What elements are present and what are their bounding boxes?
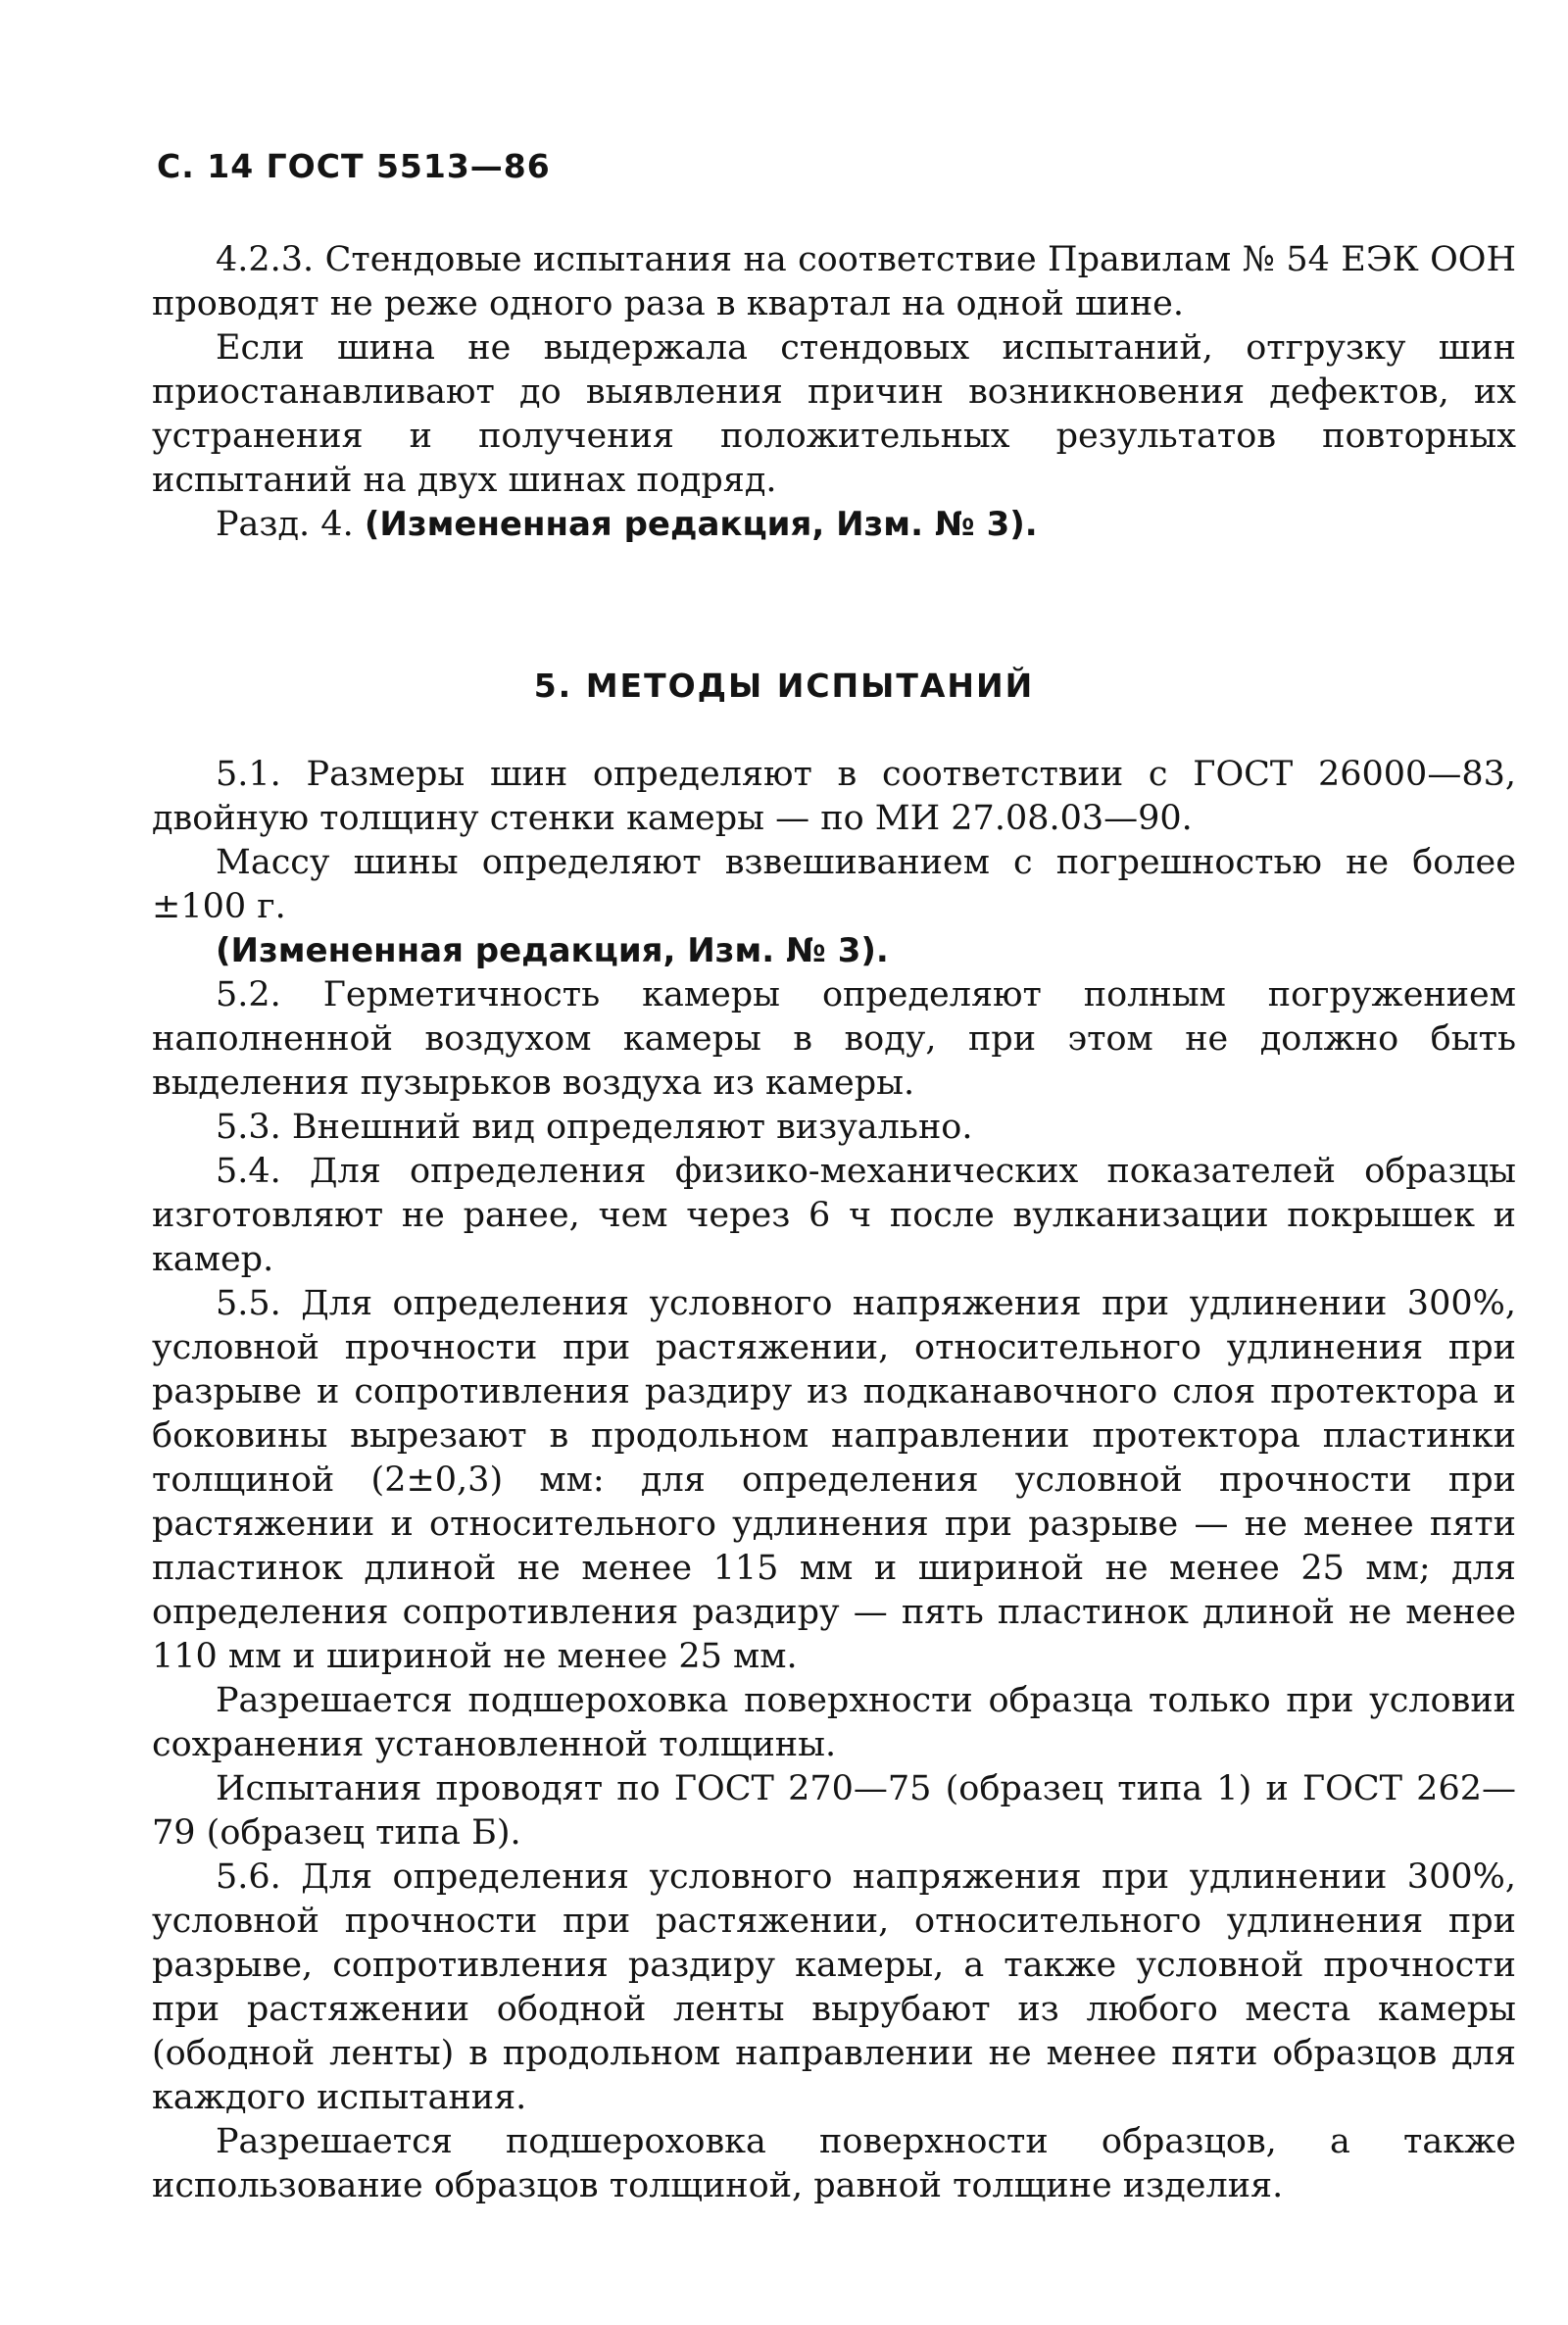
razd-4-note — [152, 503, 1516, 547]
page-header: С. 14 ГОСТ 5513—86 — [157, 147, 551, 185]
revision-note-5-1: (Измененная редакция, Изм. № 3). — [216, 931, 889, 970]
section-5-title: 5. МЕТОДЫ ИСПЫТАНИЙ — [533, 667, 1035, 705]
paragraph-5-6-allow: Разрешается подшероховка поверхности образцов, а также использование образцов толщиной, равной толщине изделия. — [152, 2122, 1516, 2205]
revision-note: (Измененная редакция, Изм. № 3). — [364, 505, 1038, 544]
paragraph-5-4: 5.4. Для определения физико-механических показателей образцы изготовляют не ранее, чем через 6 ч после вулканизации покрышек и камер. — [152, 1152, 1516, 1279]
paragraph-5-3: 5.3. Внешний вид определяют визуально. — [216, 1108, 973, 1147]
paragraph-5-1-mass: Массу шины определяют взвешиванием с погрешностью не более ±100 г. — [152, 843, 1516, 926]
paragraph-4-2-3-failure: Если шина не выдержала стендовых испытаний, отгрузку шин приостанавливают до выявления причин возникновения дефектов, их устранения и получения положительных результатов повторных испытаний на двух шинах подряд. — [152, 328, 1516, 500]
paragraph-5-6: 5.6. Для определения условного напряжения при удлинении 300%, условной прочности при растяжении, относительного удлинения при разрыве, сопротивления раздиру камеры, а также условной прочности при растяжении ободной ленты вырубают из любого места камеры (ободной ленты) в продольном направлении не менее пяти образцов для каждого испытания. — [152, 1857, 1516, 2117]
section-5-text — [152, 753, 1516, 2208]
section-4-text — [152, 238, 1516, 547]
paragraph-5-5-tests: Испытания проводят по ГОСТ 270—75 (образец типа 1) и ГОСТ 262—79 (образец типа Б). — [152, 1769, 1516, 1853]
paragraph-5-5: 5.5. Для определения условного напряжения при удлинении 300%, условной прочности при растяжении, относительного удлинения при разрыве и сопротивления раздиру из подканавочного слоя протектора и боковины вырезают в продольном направлении протектора пластинки толщиной (2±0,3) мм: для определения условной прочности при растяжении и относительного удлинения при разрыве — не менее пяти пластинок длиной не менее 115 мм и шириной не менее 25 мм; для определения сопротивления раздиру — пять пластинок длиной не менее 110 мм и шириной не менее 25 мм. — [152, 1284, 1516, 1676]
razd-prefix: Разд. 4. — [216, 505, 354, 544]
paragraph-4-2-3: 4.2.3. Стендовые испытания на соответствие Правилам № 54 ЕЭК ООН проводят не реже одного раза в квартал на одной шине. — [152, 240, 1516, 323]
paragraph-5-2: 5.2. Герметичность камеры определяют полным погружением наполненной воздухом камеры в воду, при этом не должно быть выделения пузырьков воздуха из камеры. — [152, 975, 1516, 1103]
paragraph-5-5-allow: Разрешается подшероховка поверхности образца только при условии сохранения установленной толщины. — [152, 1681, 1516, 1764]
paragraph-5-1: 5.1. Размеры шин определяют в соответствии с ГОСТ 26000—83, двойную толщину стенки камеры — по МИ 27.08.03—90. — [152, 755, 1516, 838]
